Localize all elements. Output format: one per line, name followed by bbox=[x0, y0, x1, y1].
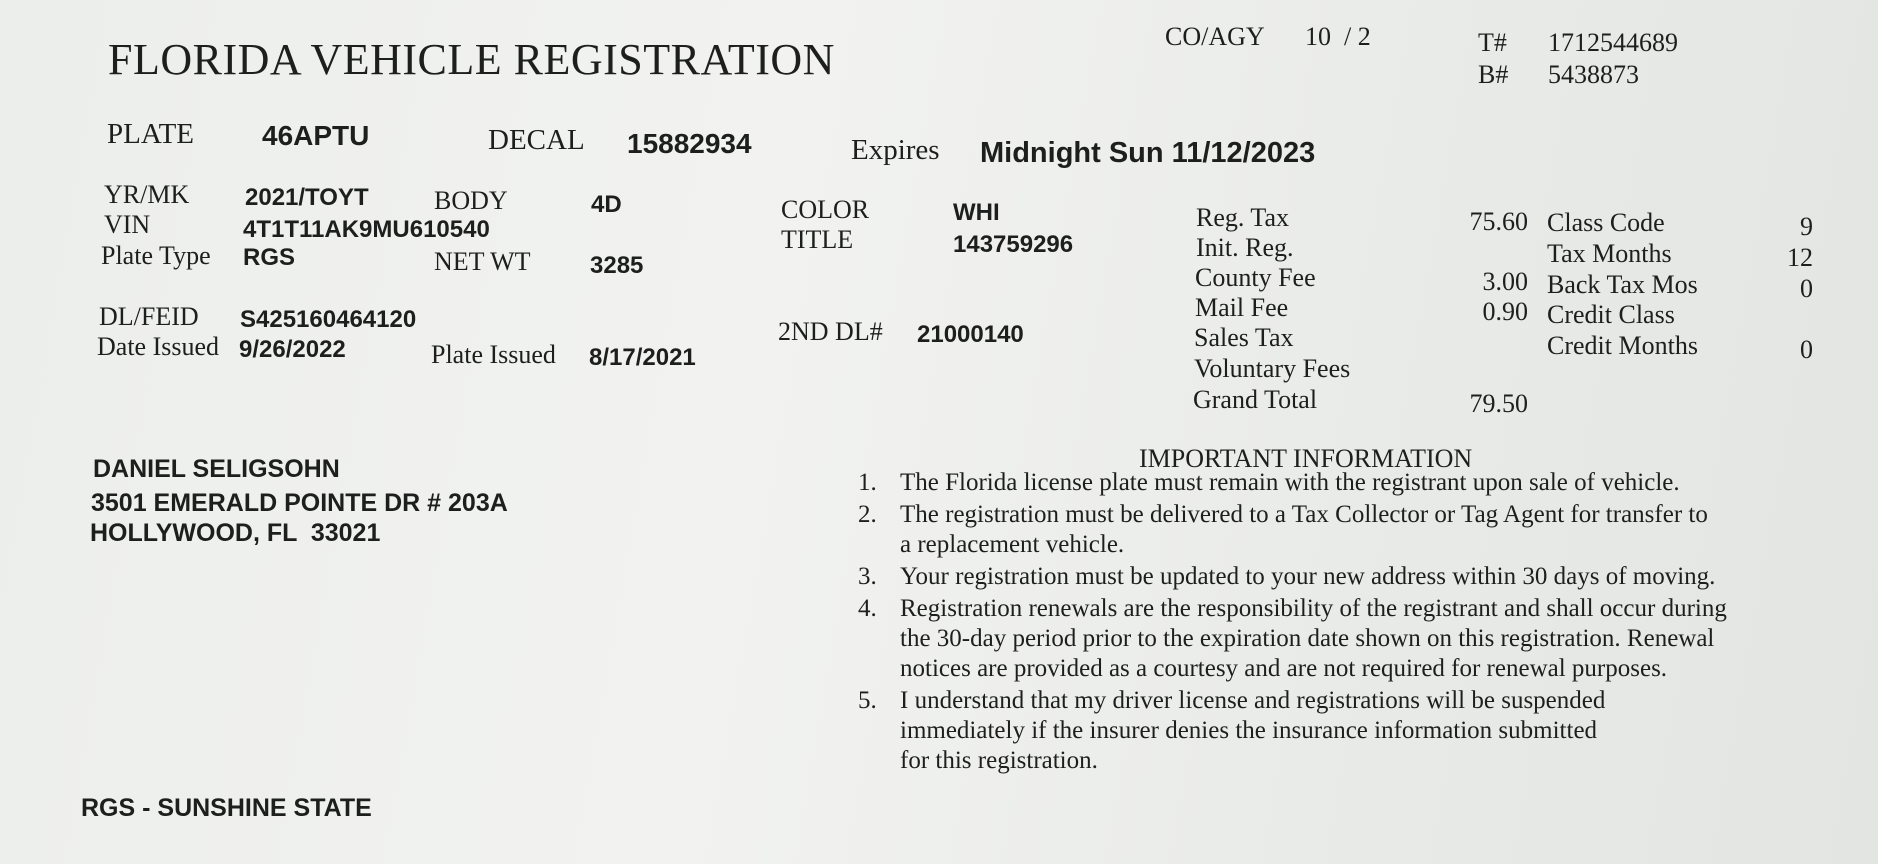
class-label-tax-months: Tax Months bbox=[1547, 239, 1672, 268]
decal-value: 15882934 bbox=[627, 128, 752, 159]
b-number-value: 5438873 bbox=[1548, 60, 1639, 89]
class-value-tax-months: 12 bbox=[1787, 243, 1813, 272]
important-item-number: 1. bbox=[858, 469, 877, 496]
document-title: FLORIDA VEHICLE REGISTRATION bbox=[108, 35, 835, 84]
date-issued-value: 9/26/2022 bbox=[239, 336, 346, 363]
important-item-line: immediately if the insurer denies the insurance information submitted bbox=[900, 717, 1598, 744]
owner-city: HOLLYWOOD, FL 33021 bbox=[90, 519, 381, 547]
class-value-class-code: 9 bbox=[1800, 212, 1813, 241]
vin-label: VIN bbox=[104, 210, 151, 239]
net-wt-label: NET WT bbox=[434, 247, 531, 276]
class-label-credit-months: Credit Months bbox=[1547, 331, 1698, 360]
important-item-number: 2. bbox=[858, 501, 877, 528]
second-dl-value: 21000140 bbox=[917, 321, 1024, 348]
important-item-line: the 30-day period prior to the expiration date shown on this registration. Renewal bbox=[900, 625, 1715, 652]
important-list bbox=[858, 468, 1818, 778]
important-item-line: a replacement vehicle. bbox=[900, 531, 1125, 558]
important-item bbox=[858, 594, 1818, 684]
important-item bbox=[858, 500, 1818, 560]
title-label: TITLE bbox=[781, 225, 854, 254]
important-item-line: I understand that my driver license and registrations will be suspended bbox=[900, 687, 1606, 714]
b-number-label: B# bbox=[1478, 60, 1509, 89]
co-agy-label: CO/AGY bbox=[1165, 22, 1265, 51]
fee-value-grand-total: 79.50 bbox=[1469, 389, 1528, 418]
important-item bbox=[858, 686, 1818, 776]
plate-issued-value: 8/17/2021 bbox=[589, 344, 696, 371]
fee-label-reg-tax: Reg. Tax bbox=[1196, 203, 1290, 232]
decal-label: DECAL bbox=[488, 124, 585, 156]
important-item-line: Your registration must be updated to your new address within 30 days of moving. bbox=[900, 563, 1716, 590]
fee-label-voluntary-fees: Voluntary Fees bbox=[1194, 354, 1351, 383]
important-item-number: 4. bbox=[858, 595, 877, 622]
co-agy-value: 10 / 2 bbox=[1305, 22, 1371, 51]
fee-label-grand-total: Grand Total bbox=[1193, 385, 1318, 414]
important-item-line: Registration renewals are the responsibility of the registrant and shall occur during bbox=[900, 595, 1727, 622]
important-item-line: The registration must be delivered to a Tax Collector or Tag Agent for transfer to bbox=[900, 501, 1708, 528]
fee-label-county-fee: County Fee bbox=[1195, 263, 1316, 292]
yrmk-label: YR/MK bbox=[104, 180, 190, 209]
date-issued-label: Date Issued bbox=[97, 332, 220, 361]
plate-type-value: RGS bbox=[243, 244, 296, 271]
important-item-line: for this registration. bbox=[900, 747, 1098, 774]
vin-value: 4T1T11AK9MU610540 bbox=[243, 216, 490, 243]
fee-label-mail-fee: Mail Fee bbox=[1195, 293, 1289, 322]
important-heading: IMPORTANT INFORMATION bbox=[1139, 444, 1473, 473]
color-label: COLOR bbox=[781, 195, 870, 224]
plate-type-label: Plate Type bbox=[101, 241, 211, 270]
important-item-line: The Florida license plate must remain with the registrant upon sale of vehicle. bbox=[900, 469, 1680, 496]
second-dl-label: 2ND DL# bbox=[778, 317, 883, 346]
fee-label-sales-tax: Sales Tax bbox=[1194, 323, 1294, 352]
owner-street: 3501 EMERALD POINTE DR # 203A bbox=[91, 489, 508, 517]
dl-feid-value: S425160464120 bbox=[240, 306, 417, 333]
fee-label-init-reg: Init. Reg. bbox=[1196, 233, 1294, 262]
class-value-credit-months: 0 bbox=[1800, 335, 1813, 364]
owner-name: DANIEL SELIGSOHN bbox=[93, 455, 340, 483]
plate-issued-label: Plate Issued bbox=[431, 340, 556, 369]
body-label: BODY bbox=[434, 186, 508, 215]
class-value-back-tax-mos: 0 bbox=[1800, 274, 1813, 303]
color-value: WHI bbox=[953, 199, 1000, 226]
important-item bbox=[858, 562, 1818, 592]
class-label-class-code: Class Code bbox=[1547, 208, 1665, 237]
title-value: 143759296 bbox=[953, 231, 1074, 258]
t-number-value: 1712544689 bbox=[1548, 28, 1678, 57]
fee-value-mail-fee: 0.90 bbox=[1482, 297, 1528, 326]
footer-plate-type: RGS - SUNSHINE STATE bbox=[81, 794, 372, 822]
t-number-label: T# bbox=[1478, 28, 1507, 57]
fee-value-reg-tax: 75.60 bbox=[1469, 207, 1528, 236]
important-item-number: 5. bbox=[858, 687, 877, 714]
expires-value: Midnight Sun 11/12/2023 bbox=[980, 137, 1316, 169]
important-item-number: 3. bbox=[858, 563, 877, 590]
net-wt-value: 3285 bbox=[590, 252, 644, 279]
yrmk-value: 2021/TOYT bbox=[245, 184, 369, 211]
important-item bbox=[858, 468, 1818, 498]
class-label-credit-class: Credit Class bbox=[1547, 300, 1675, 329]
dl-feid-label: DL/FEID bbox=[99, 302, 199, 331]
expires-label: Expires bbox=[851, 134, 940, 166]
fee-value-county-fee: 3.00 bbox=[1482, 267, 1528, 296]
plate-value: 46APTU bbox=[262, 120, 370, 151]
important-item-line: notices are provided as a courtesy and are not required for renewal purposes. bbox=[900, 655, 1668, 682]
class-label-back-tax-mos: Back Tax Mos bbox=[1547, 270, 1698, 299]
body-value: 4D bbox=[591, 191, 622, 218]
plate-label: PLATE bbox=[107, 118, 194, 150]
